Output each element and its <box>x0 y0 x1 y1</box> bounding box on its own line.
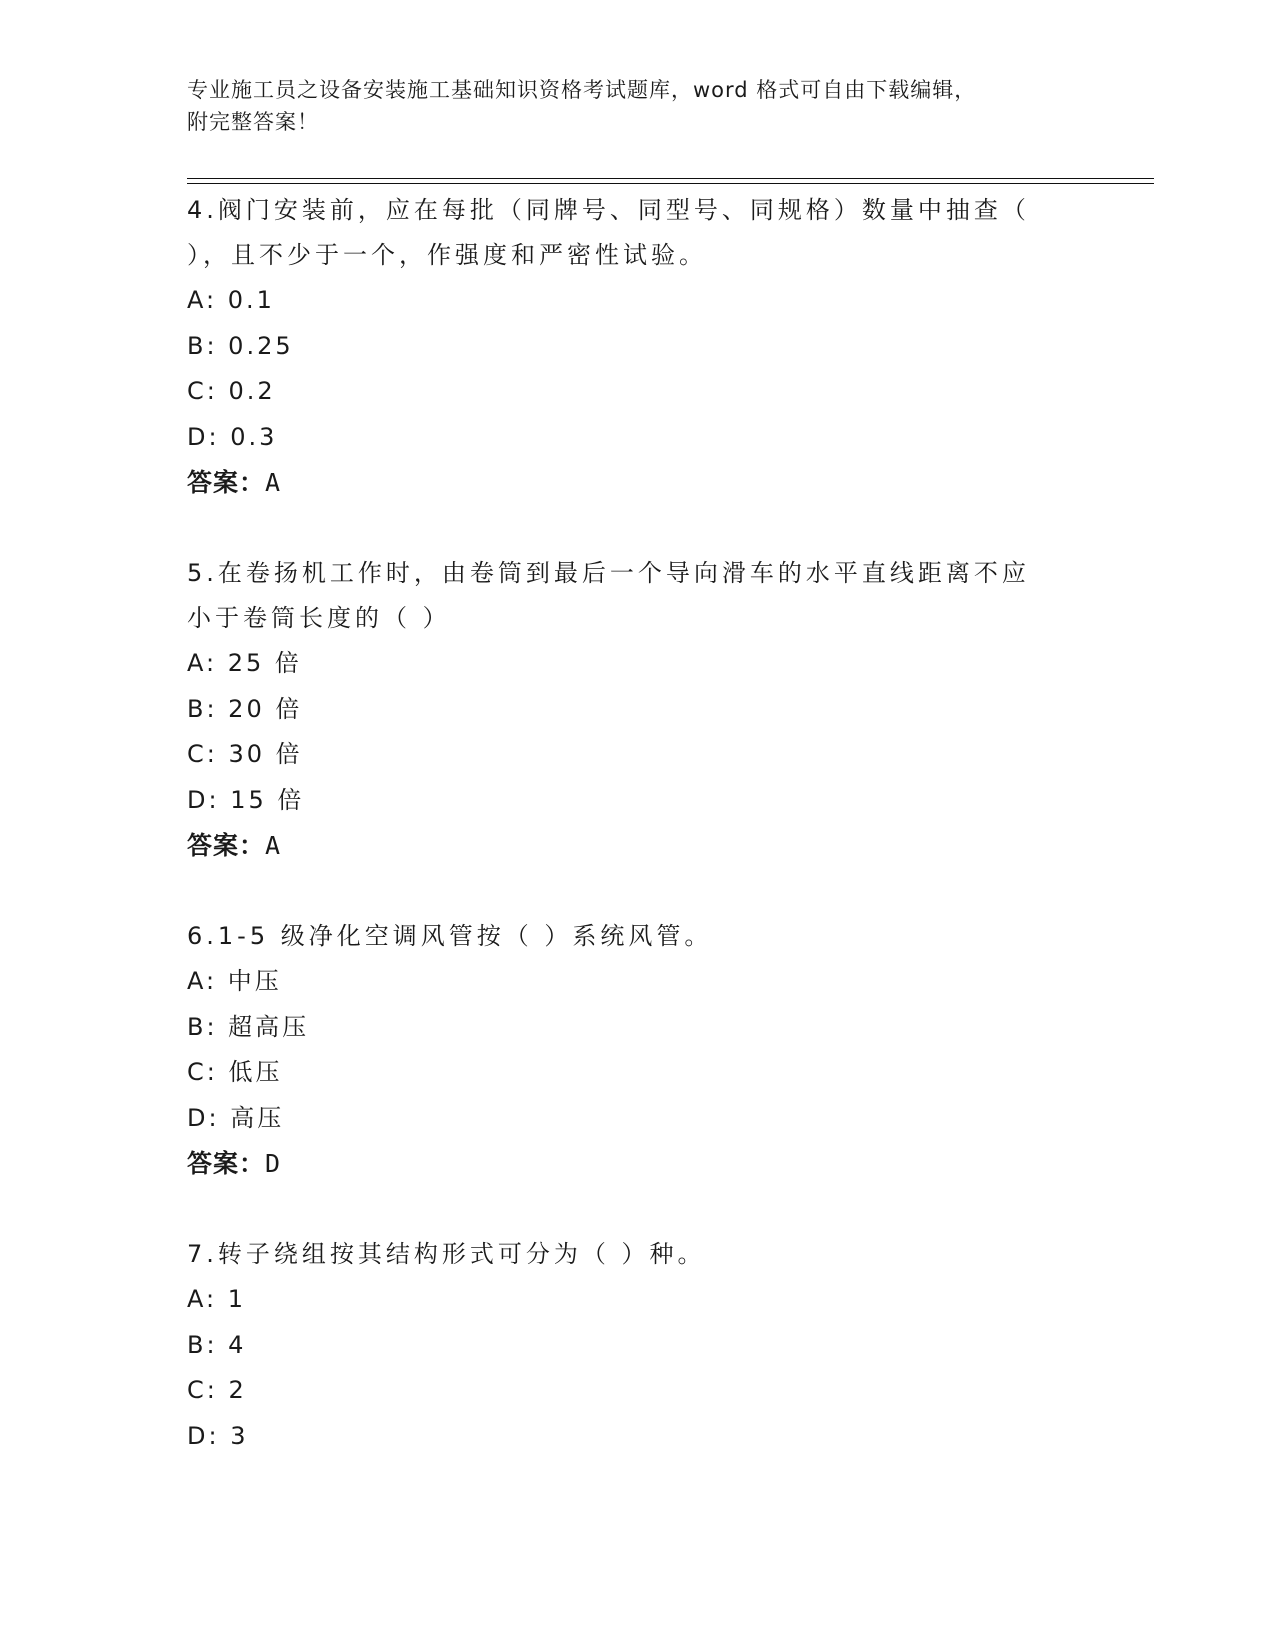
answer-label: 答案： <box>187 831 266 860</box>
option-list <box>187 959 1087 1141</box>
answer-label: 答案： <box>187 1149 266 1178</box>
question-stem-line: 5.在卷扬机工作时，由卷筒到最后一个导向滑车的水平直线距离不应 <box>187 559 1030 587</box>
question-stem-line: 6.1-5 级净化空调风管按（ ）系统风管。 <box>187 922 713 950</box>
option-b: B: 20 倍 <box>187 694 303 723</box>
option-c: C: 2 <box>187 1376 247 1404</box>
option-a: A: 中压 <box>187 967 282 995</box>
header-divider-top <box>187 178 1154 179</box>
question-stem-line: 小于卷筒长度的（ ） <box>187 604 451 632</box>
answer-line <box>187 1141 1087 1186</box>
header-line-2: 附完整答案！ <box>187 110 319 134</box>
answer-line <box>187 460 1087 505</box>
answer-label: 答案： <box>187 468 266 497</box>
question-stem-line: 7.转子绕组按其结构形式可分为（ ）种。 <box>187 1240 706 1268</box>
option-list <box>187 1277 1087 1459</box>
option-c: C: 30 倍 <box>187 740 303 768</box>
document-header <box>187 74 1087 138</box>
option-d: D: 15 倍 <box>187 785 305 814</box>
header-divider-bottom <box>187 183 1154 184</box>
option-c: C: 低压 <box>187 1058 283 1086</box>
option-a: A: 25 倍 <box>187 649 302 677</box>
option-b: B: 0.25 <box>187 331 294 360</box>
option-d: D: 高压 <box>187 1103 285 1132</box>
question-stem-line: ），且不少于一个，作强度和严密性试验。 <box>187 241 707 269</box>
option-a: A: 0.1 <box>187 286 275 314</box>
option-b: B: 4 <box>187 1330 247 1359</box>
answer-value: A <box>265 831 282 860</box>
option-d: D: 0.3 <box>187 422 278 451</box>
option-c: C: 0.2 <box>187 377 276 405</box>
answer-value: D <box>265 1149 282 1178</box>
answer-value: A <box>265 468 282 497</box>
answer-line <box>187 823 1087 868</box>
question-6 <box>187 914 1087 1186</box>
option-b: B: 超高压 <box>187 1012 310 1041</box>
question-stem-line: 4.阀门安装前，应在每批（同牌号、同型号、同规格）数量中抽查（ <box>187 196 1030 224</box>
header-line-1: 专业施工员之设备安装施工基础知识资格考试题库，word 格式可自由下载编辑， <box>187 78 977 102</box>
option-list <box>187 641 1087 823</box>
option-d: D: 3 <box>187 1421 249 1450</box>
question-7 <box>187 1232 1087 1459</box>
option-list <box>187 278 1087 460</box>
question-4 <box>187 188 1087 505</box>
option-a: A: 1 <box>187 1285 246 1313</box>
question-5 <box>187 551 1087 868</box>
